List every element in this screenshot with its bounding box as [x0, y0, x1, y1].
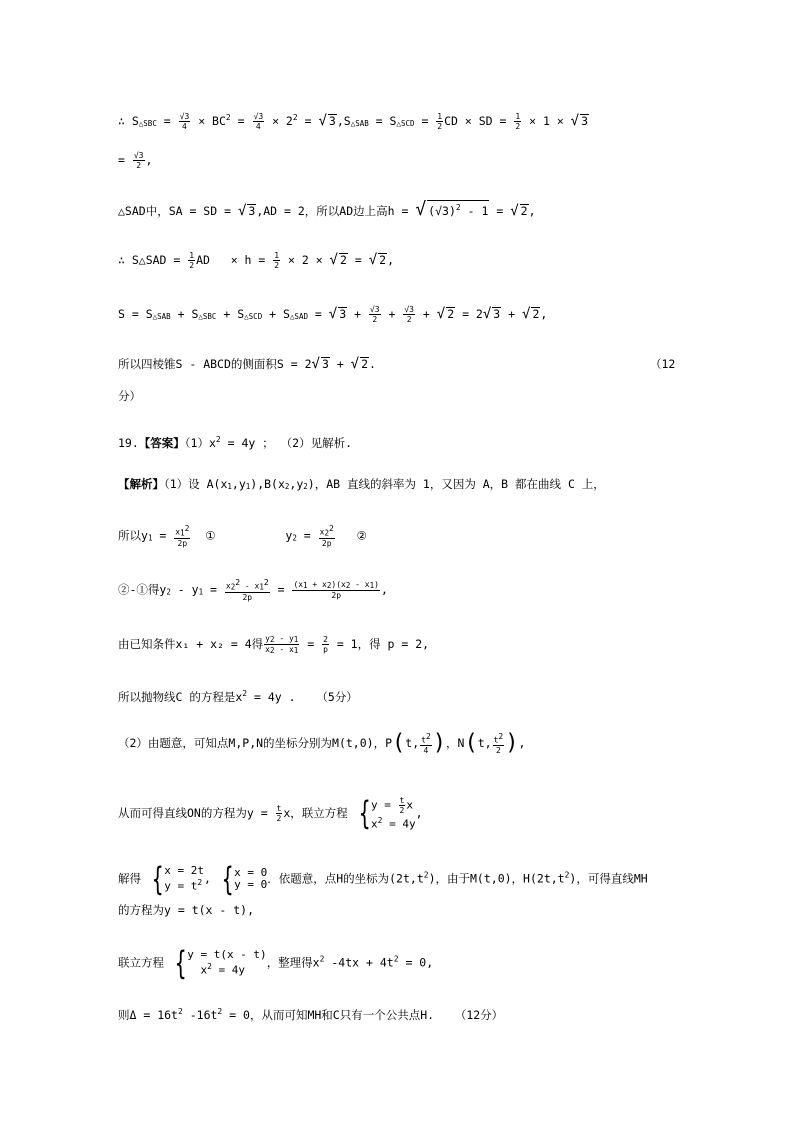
text-known-condition: 由已知条件x₁ + x₂ = 4得 [118, 637, 264, 651]
score-12-a: （12 [650, 357, 676, 371]
text-solve: 解得 [118, 871, 141, 886]
q19-answer: 19.【答案】$(1)x^2 = 4y$ ； （2）见解析. [118, 435, 353, 450]
answer-label: 【答案】 [138, 435, 185, 450]
line-parabola-equation: 所以抛物线C 的方程是$x^2 = 4y$ . （5分） [118, 689, 358, 704]
line-triangle-sad: △SAD中，SA = SD = √ 3,AD = 2，所以AD边上高h = √ $(√3)^2 - 1$ = √ 2, [118, 199, 536, 220]
text-equals: = [489, 204, 511, 218]
line-total-area: $S = S_{\triangle SAB} + S_{\triangle SBC} + S_{\triangle SCD} + S_{\triangle SAD}$ = √ 3 + $\frac{√3}{2}$ + $\frac{√3}{2}$ + √ 2 = 2√ 3 + √ 2, [118, 305, 548, 324]
q19-number: 19. [118, 435, 139, 450]
line-part2-coordinates: （2）由题意，可知点M,P,N的坐标分别为M(t,0)，P(t, $\frac{t^2}{4}$ )，N(t, $\frac{t^2}{2}$ ), [118, 730, 526, 756]
text-period: . [369, 357, 376, 371]
system-solution-2: { x = 0 y = 0 [221, 860, 268, 898]
score-12-b: 分） [118, 389, 141, 403]
text-area-sad-label: ∴ S△SAD = [118, 253, 188, 267]
text-lateral-area: 所以四棱锥S - ABCD的侧面积S = 2 [118, 357, 312, 371]
system-1: { y = $\frac{t}{2}$ x $x^2 = 4y$ [358, 794, 416, 833]
text-height: ,AD = 2，所以AD边上高h = [256, 204, 416, 218]
line-area-continued: = $\frac{√3}{2}$ , [118, 151, 153, 170]
text-simultaneous-2: 联立方程 [118, 955, 164, 970]
solution-label: 【解析】 [118, 477, 164, 491]
text-on-line: 从而可得直线ON的方程为y = [118, 805, 275, 820]
line-mh-equation: 的方程为y = t(x - t), [118, 903, 255, 917]
text-sad-intro: △SAD中，SA = SD = [118, 204, 238, 218]
line-subtract: ②-①得$y_2 - y_1$ = $\frac{x_2^2 - x_1^2}{2p}$ = $\frac{(x_1 + x_2)(x_2 - x_1)}{2p}$ , [118, 578, 388, 602]
line-solutions: 解得 { x = 2t $y = t^2$ , { x = 0 y = 0 ．依题意，点H的坐标为$(2t,t^2)$，由于M(t,0)，$H(2t,t^2)$，可得直线MH [118, 860, 648, 898]
line-on-equation: 从而可得直线ON的方程为y = $\frac{t}{2}$ x，联立方程 { y = $\frac{t}{2}$ x $x^2 = 4y$ , [118, 794, 423, 833]
line-area-sad: ∴ S△SAD = $\frac{1}{2}$ AD × h = $\frac{1}{2}$ × 2 × √ 2 = √ 2, [118, 251, 395, 270]
line-system-2: 联立方程 { y = t(x - t) $x^2 = 4y$ ，整理得$x^2$ $-4tx + 4t^2 = 0$, [118, 944, 434, 982]
system-solution-1: { x = 2t $y = t^2$ [151, 860, 204, 898]
line-y-values: 所以$y_1$ = $\frac{x_1^2}{2p}$ ① $y_2$ = $\frac{x_2^2}{2p}$ ② [118, 524, 367, 548]
text-simultaneous: x，联立方程 [283, 805, 348, 820]
system-2: { y = t(x - t) $x^2 = 4y$ [174, 944, 267, 982]
line-area-sbc: ∴ $S_{\triangle SBC}$ = $\frac{√3}{4}$ × $BC^2$ = $\frac{√3}{4}$ × $2^2$ = √ $3,S_{\triangle SAB} = S_{\triangle SCD}$ = $\frac{1}{2}$ CD × SD = $\frac{1}{2}$ × 1 × √ 3 [118, 111, 589, 131]
line-known-condition: 由已知条件x₁ + x₂ = 4得 $\frac{y_2 - y_1}{x_2 - x_1}$ = $\frac{2}{p}$ = 1，得 p = 2, [118, 634, 430, 655]
line-solution-1: 【解析】（1）设 $A(x_1,y_1),B(x_2,y_2)$，AB 直线的斜率为 1，又因为 A，B 都在曲线 C 上， [118, 477, 605, 491]
line-lateral-area: 所以四棱锥S - ABCD的侧面积S = 2√ 3 + √ 2. [118, 356, 376, 372]
text-plus: + [329, 357, 351, 371]
text-p-value: ，得 p = 2, [357, 637, 430, 651]
line-discriminant: 则$\Delta = 16t^2$ $-16t^2 = 0$，从而可知MH和C只有一个公共点H. （12分） [118, 1007, 504, 1022]
